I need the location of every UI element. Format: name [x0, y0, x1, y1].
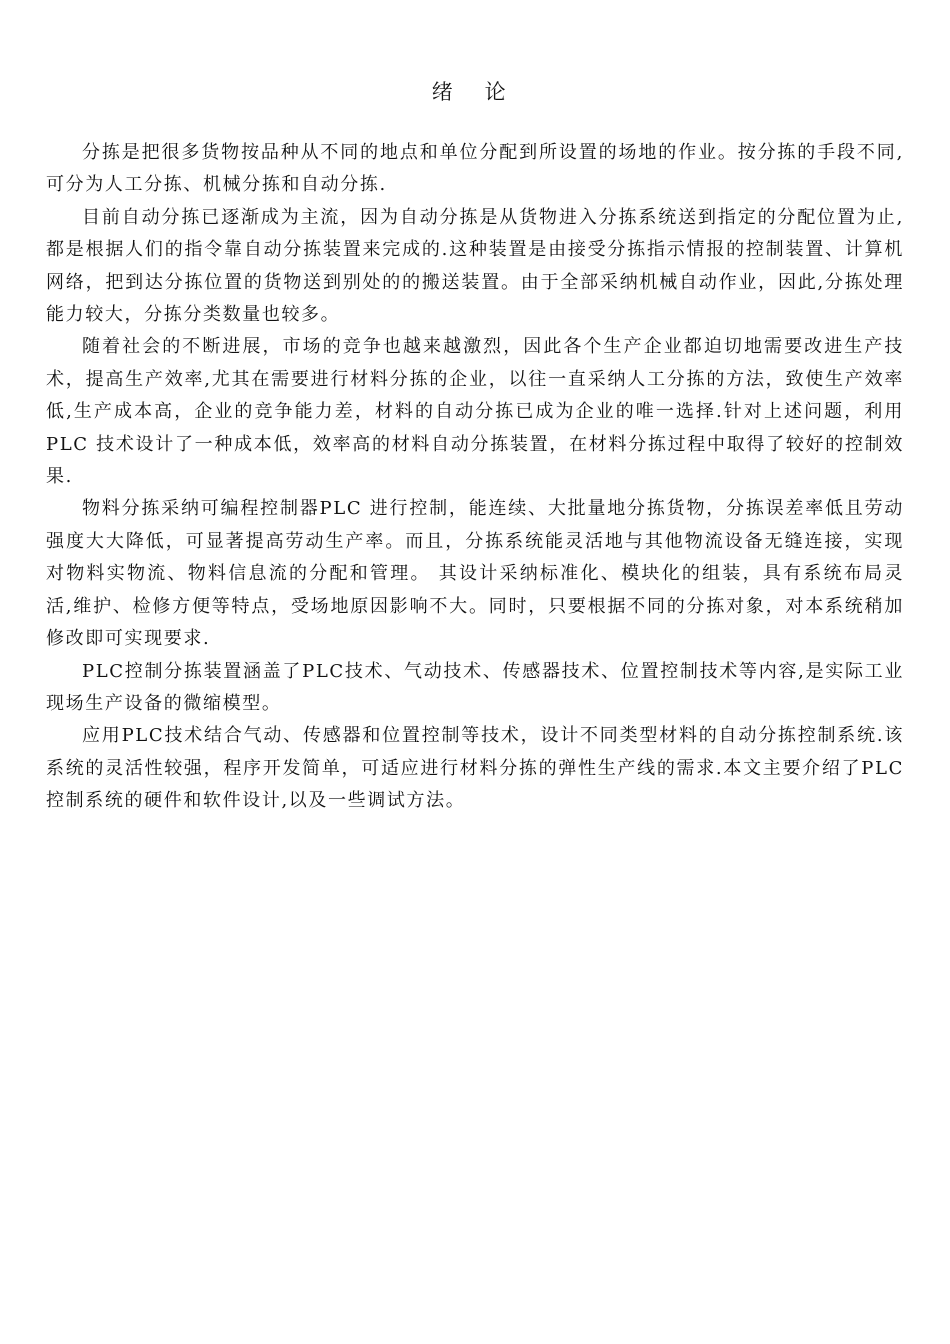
paragraph: 目前自动分拣已逐渐成为主流，因为自动分拣是从货物进入分拣系统送到指定的分配位置为止,都是根据人们的指令靠自动分拣装置来完成的.这种装置是由接受分拣指示情报的控制装置、计算机网络，把到达分拣位置的货物送到别处的的搬送装置。由于全部采纳机械自动作业，因此,分拣处理能力较大，分拣分类数量也较多。: [46, 206, 904, 326]
paragraph: PLC控制分拣装置涵盖了PLC技术、气动技术、传感器技术、位置控制技术等内容,是实际工业现场生产设备的微缩模型。: [46, 660, 904, 714]
paragraph: 分拣是把很多货物按品种从不同的地点和单位分配到所设置的场地的作业。按分拣的手段不同,可分为人工分拣、机械分拣和自动分拣.: [46, 142, 904, 196]
paragraph: 随着社会的不断进展，市场的竞争也越来越激烈，因此各个生产企业都迫切地需要改进生产技术，提高生产效率,尤其在需要进行材料分拣的企业，以往一直采纳人工分拣的方法，致使生产效率低,生产成本高，企业的竞争能力差，材料的自动分拣已成为企业的唯一选择.针对上述问题，利用 PLC 技术设计了一种成本低，效率高的材料自动分拣装置，在材料分拣过程中取得了较好的控制效果.: [46, 336, 904, 488]
paragraph: 应用PLC技术结合气动、传感器和位置控制等技术，设计不同类型材料的自动分拣控制系统.该系统的灵活性较强，程序开发简单，可适应进行材料分拣的弹性生产线的需求.本文主要介绍了PLC控制系统的硬件和软件设计,以及一些调试方法。: [46, 725, 904, 812]
document-title: 绪 论: [431, 80, 519, 104]
document-body: [46, 137, 904, 818]
paragraph: 物料分拣采纳可编程控制器PLC 进行控制，能连续、大批量地分拣货物，分拣误差率低且劳动强度大大降低，可显著提高劳动生产率。而且，分拣系统能灵活地与其他物流设备无缝连接，实现对物料实物流、物料信息流的分配和管理。 其设计采纳标准化、模块化的组装，具有系统布局灵活,维护、检修方便等特点，受场地原因影响不大。同时，只要根据不同的分拣对象，对本系统稍加修改即可实现要求.: [46, 498, 904, 650]
